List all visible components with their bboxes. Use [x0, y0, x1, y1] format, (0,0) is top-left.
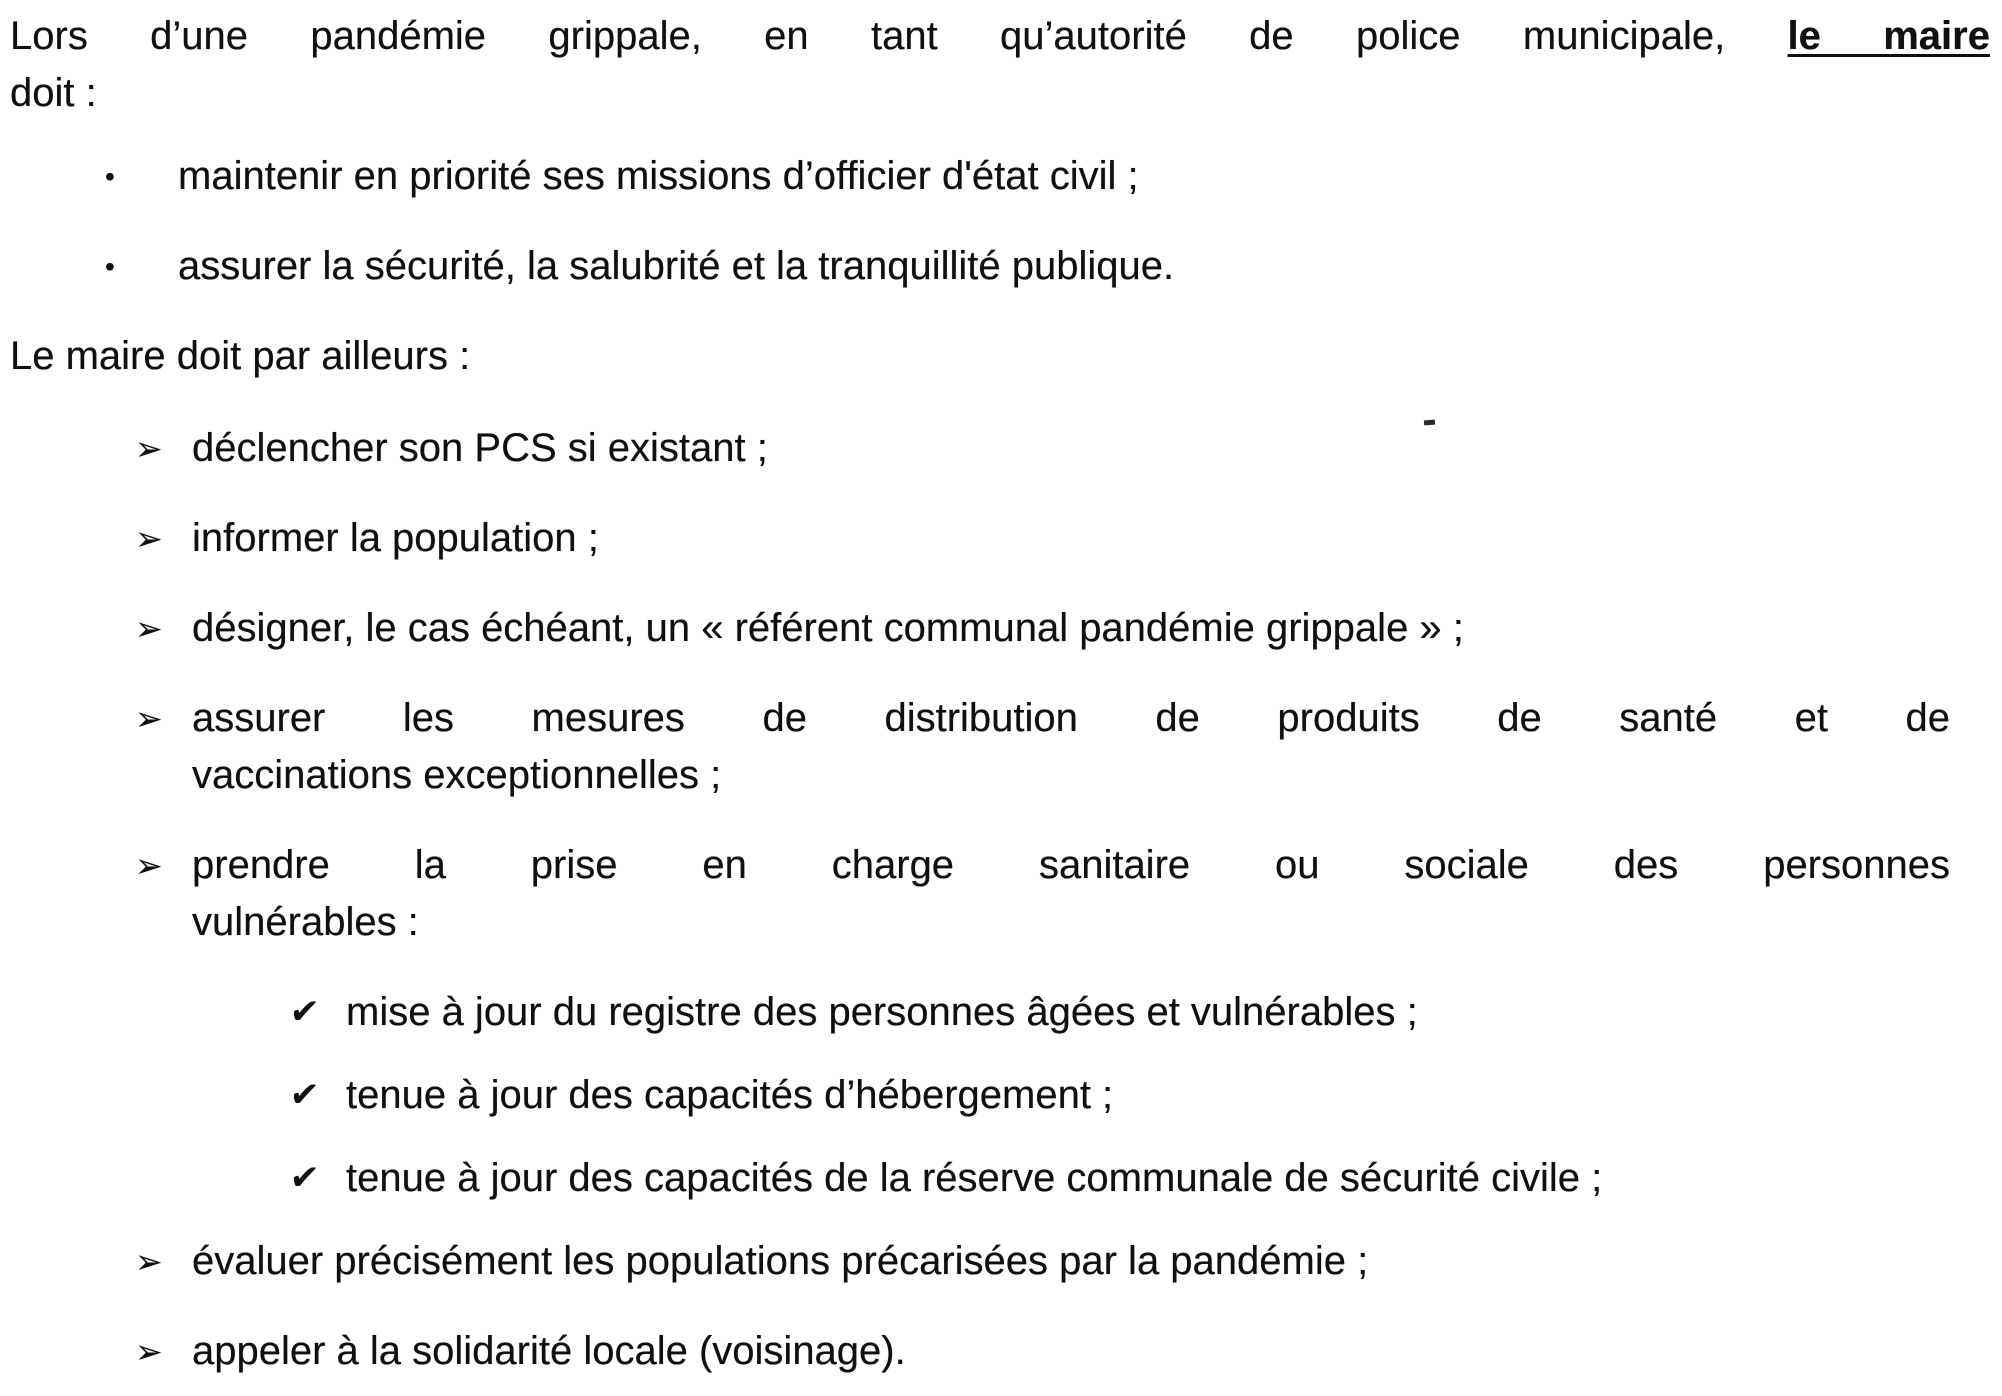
bullet-list [10, 148, 1990, 295]
list-item [135, 690, 1990, 804]
arrow-icon: ➢ [135, 700, 163, 737]
intro-line-1 [10, 8, 1990, 65]
list-item-text: tenue à jour des capacités de la réserve communale de sécurité civile ; [346, 1156, 1603, 1200]
list-item-line-1: prendre la prise en charge sanitaire ou sociale des personnes [192, 843, 1950, 887]
scan-artifact-dash [1424, 420, 1435, 426]
list-item-text: déclencher son PCS si existant ; [192, 426, 768, 470]
list-item-text: tenue à jour des capacités d’hébergement ; [346, 1073, 1114, 1117]
list-item-text: désigner, le cas échéant, un « référent communal pandémie grippale » ; [192, 606, 1464, 650]
list-item-text: mise à jour du registre des personnes âgées et vulnérables ; [346, 990, 1418, 1034]
list-item [135, 600, 1990, 657]
list-item-text [192, 690, 1950, 804]
list-item-text [192, 837, 1950, 951]
list-item [135, 420, 1990, 477]
list-item-line-2: vaccinations exceptionnelles ; [192, 753, 722, 797]
list-item [135, 510, 1990, 567]
list-item-text: maintenir en priorité ses missions d’officier d'état civil ; [178, 154, 1139, 198]
list-item [135, 837, 1990, 951]
le-maire-emphasis: le maire [1787, 14, 1990, 58]
list-item [105, 238, 1990, 295]
arrow-icon: ➢ [135, 847, 163, 884]
intro-paragraph [10, 8, 1990, 122]
arrow-list [10, 420, 1990, 1380]
list-item [290, 1150, 1990, 1207]
list-item-text: évaluer précisément les populations précarisées par la pandémie ; [192, 1239, 1369, 1283]
list-item-line-2: vulnérables : [192, 900, 419, 944]
check-icon: ✔ [288, 1076, 321, 1114]
check-sublist [10, 984, 1990, 1207]
list-item-text: assurer la sécurité, la salubrité et la tranquillité publique. [178, 244, 1175, 288]
list-item [135, 1233, 1990, 1290]
bullet-icon: • [105, 161, 115, 192]
arrow-icon: ➢ [135, 430, 163, 467]
subheading: Le maire doit par ailleurs : [10, 334, 471, 378]
list-item-text: informer la population ; [192, 516, 599, 560]
list-item [105, 148, 1990, 205]
arrow-icon: ➢ [135, 1333, 163, 1370]
check-icon: ✔ [288, 993, 321, 1031]
list-item [290, 984, 1990, 1041]
list-item-line-1: assurer les mesures de distribution de produits de santé et de [192, 696, 1950, 740]
check-icon: ✔ [288, 1159, 321, 1197]
list-item [135, 1323, 1990, 1380]
arrow-icon: ➢ [135, 1243, 163, 1280]
list-item [290, 1067, 1990, 1124]
list-item-text: appeler à la solidarité locale (voisinage). [192, 1329, 906, 1373]
bullet-icon: • [105, 251, 115, 282]
arrow-icon: ➢ [135, 610, 163, 647]
intro-line-2: doit : [10, 71, 97, 115]
arrow-icon: ➢ [135, 520, 163, 557]
intro-line1-text: Lors d’une pandémie grippale, en tant qu’autorité de police municipale, [10, 14, 1726, 58]
